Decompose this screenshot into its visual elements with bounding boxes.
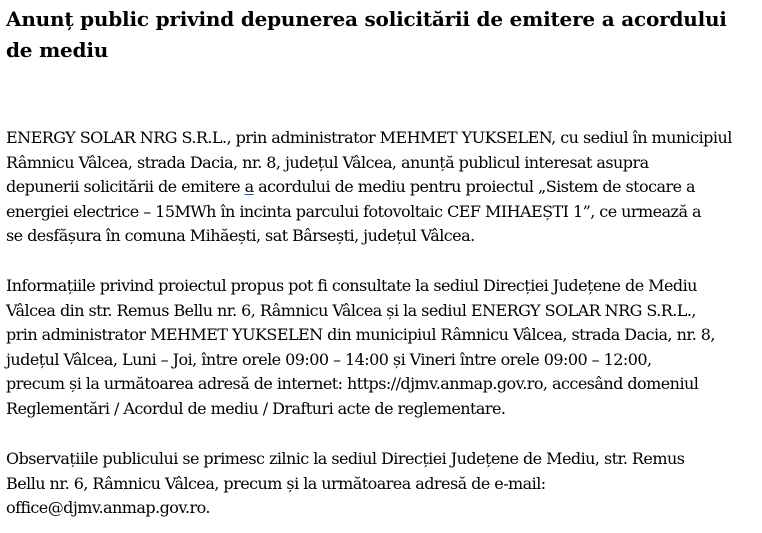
p1-line-3a: depunerii solicitării de emitere xyxy=(6,177,245,197)
title-line-2: de mediu xyxy=(6,38,109,62)
p3-line-1: Observațiile publicului se primesc zilnic la sediul Direcției Județene de Mediu, str. Remus xyxy=(6,449,685,468)
p2-line-2: Vâlcea din str. Remus Bellu nr. 6, Râmnicu Vâlcea și la sediul ENERGY SOLAR NRG S.R.L., xyxy=(6,300,696,320)
paragraph-observations xyxy=(6,447,736,521)
document-title xyxy=(6,4,736,66)
document-body xyxy=(6,4,736,518)
p2-line-4: județul Vâlcea, Luni – Joi, între orele 09:00 – 14:00 și Vineri între orele 09:00 – 12:00, xyxy=(6,349,652,369)
underlined-word: a xyxy=(244,177,254,197)
p1-line-2: Râmnicu Vâlcea, strada Dacia, nr. 8, județul Vâlcea, anunță publicul interesat asupra xyxy=(6,152,649,172)
paragraph-information xyxy=(6,274,736,422)
p1-line-1: ENERGY SOLAR NRG S.R.L., prin administrator MEHMET YUKSELEN, cu sediul în municipiul xyxy=(6,128,732,147)
p1-line-5: se desfășura în comuna Mihăești, sat Bârsești, județul Vâlcea. xyxy=(6,226,475,246)
p2-line-3: prin administrator MEHMET YUKSELEN din municipiul Râmnicu Vâlcea, strada Dacia, nr. 8, xyxy=(6,325,715,345)
title-line-1: Anunț public privind depunerea solicitării de emitere a acordului xyxy=(6,7,727,31)
p3-line-3: office@djmv.anmap.gov.ro. xyxy=(6,498,210,518)
p1-line-3b: acordului de mediu pentru proiectul „Sistem de stocare a xyxy=(253,177,696,197)
p1-line-4: energiei electrice – 15MWh în incinta parcului fotovoltaic CEF MIHAEȘTI 1”, ce urmează a xyxy=(6,201,701,221)
paragraph-announcement xyxy=(6,126,736,249)
p2-line-1: Informațiile privind proiectul propus pot fi consultate la sediul Direcției Județene de Mediu xyxy=(6,276,697,295)
p2-line-5: precum și la următoarea adresă de internet: https://djmv.anmap.gov.ro, accesând domeniul xyxy=(6,374,699,394)
p2-line-6: Reglementări / Acordul de mediu / Drafturi acte de reglementare. xyxy=(6,398,506,418)
p3-line-2: Bellu nr. 6, Râmnicu Vâlcea, precum și la următoarea adresă de e-mail: xyxy=(6,473,546,493)
